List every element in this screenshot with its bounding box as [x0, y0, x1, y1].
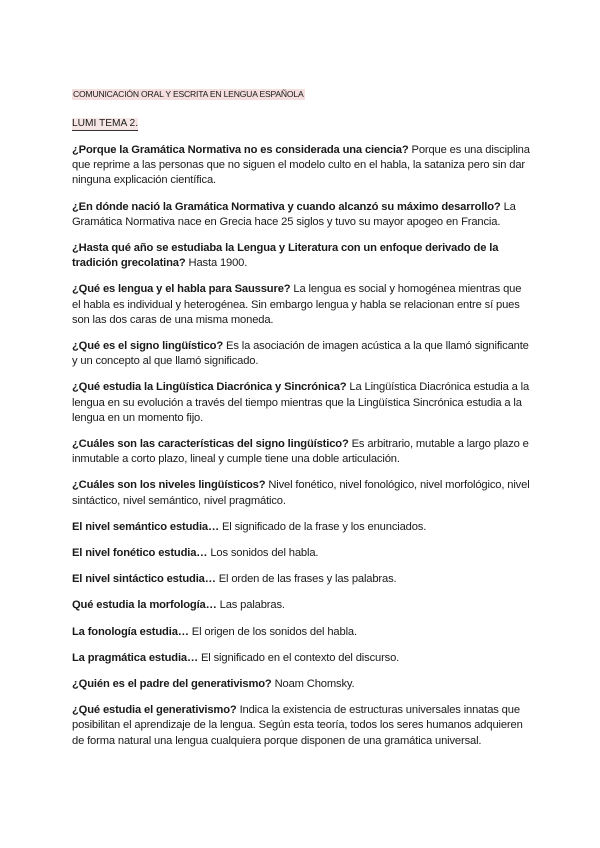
- question: El nivel fonético estudia…: [72, 547, 208, 560]
- question: ¿Qué estudia el generativismo?: [72, 704, 237, 717]
- topic-title: LUMI TEMA 2.: [72, 118, 139, 129]
- qa-item: [72, 546, 530, 561]
- answer: Nivel fonético, nivel fonológico, nivel morfológico, nivel sintáctico, nivel semántico, nivel pragmático.: [72, 479, 530, 507]
- qa-item: [72, 282, 530, 328]
- qa-item: [72, 651, 530, 666]
- answer: Es la asociación de imagen acústica a la que llamó significante y un concepto al que llamó significado.: [72, 340, 529, 368]
- qa-item: [72, 200, 530, 230]
- qa-item: [72, 677, 530, 692]
- qa-item: [72, 703, 530, 749]
- answer: El orden de las frases y las palabras.: [215, 573, 397, 586]
- document-content: [72, 84, 530, 749]
- question: ¿En dónde nació la Gramática Normativa y cuando alcanzó su máximo desarrollo?: [72, 200, 501, 213]
- qa-item: [72, 339, 530, 369]
- answer: Las palabras.: [216, 599, 285, 612]
- answer: Hasta 1900.: [185, 257, 248, 270]
- qa-item: [72, 520, 530, 535]
- qa-item: [72, 241, 530, 271]
- question: ¿Qué es lengua y el habla para Saussure?: [72, 283, 291, 296]
- question: Qué estudia la morfología…: [72, 599, 217, 612]
- answer: La Lingüística Diacrónica estudia a la lengua en su evolución a través del tiempo mientras que la Lingüística Sincrónica estudia a la lengua en un momento fijo.: [72, 381, 530, 424]
- qa-item: [72, 572, 530, 587]
- qa-item: [72, 478, 530, 508]
- course-title: COMUNICACIÓN ORAL Y ESCRITA EN LENGUA ESPAÑOLA: [73, 89, 304, 99]
- question: ¿Cuáles son las características del signo lingüístico?: [72, 438, 349, 451]
- answer: Los sonidos del habla.: [207, 547, 319, 560]
- question: ¿Hasta qué año se estudiaba la Lengua y Literatura con un enfoque derivado de la tradición grecolatina?: [72, 242, 499, 270]
- answer: Indica la existencia de estructuras universales innatas que posibilitan el aprendizaje de la lengua. Según esta teoría, todos los seres humanos adquieren de forma natural una lengua cualquiera porque disponen de una gramática universal.: [72, 704, 523, 747]
- question: El nivel semántico estudia…: [72, 520, 220, 533]
- question: La pragmática estudia…: [72, 651, 199, 664]
- question: ¿Qué es el signo lingüístico?: [72, 340, 224, 353]
- question: El nivel sintáctico estudia…: [72, 573, 216, 586]
- answer: Porque es una disciplina que reprime a las personas que no siguen el modelo culto en el habla, la sataniza pero sin dar ninguna explicación científica.: [72, 144, 530, 187]
- answer: La lengua es social y homogénea mientras que el habla es individual y heterogénea. Sin embargo lengua y habla se relacionan entre sí pues son las dos caras de una misma moneda.: [72, 283, 522, 326]
- question: ¿Qué estudia la Lingüística Diacrónica y Sincrónica?: [72, 381, 347, 394]
- question: ¿Quién es el padre del generativismo?: [72, 678, 272, 691]
- answer: Es arbitrario, mutable a largo plazo e inmutable a corto plazo, lineal y cumple tiene una doble articulación.: [72, 438, 529, 466]
- answer: El origen de los sonidos del habla.: [188, 625, 357, 638]
- qa-item: [72, 380, 530, 426]
- answer: El significado de la frase y los enunciados.: [219, 520, 427, 533]
- question: ¿Porque la Gramática Normativa no es considerada una ciencia?: [72, 144, 409, 156]
- question: La fonología estudia…: [72, 625, 189, 638]
- answer: La Gramática Normativa nace en Grecia hace 25 siglos y tuvo su mayor apogeo en Francia.: [72, 200, 516, 228]
- answer: El significado en el contexto del discurso.: [198, 651, 400, 664]
- qa-item: [72, 598, 530, 613]
- answer: Noam Chomsky.: [271, 678, 355, 691]
- qa-item: [72, 625, 530, 640]
- qa-item: [72, 143, 530, 189]
- question: ¿Cuáles son los niveles lingüísticos?: [72, 479, 266, 492]
- qa-item: [72, 437, 530, 467]
